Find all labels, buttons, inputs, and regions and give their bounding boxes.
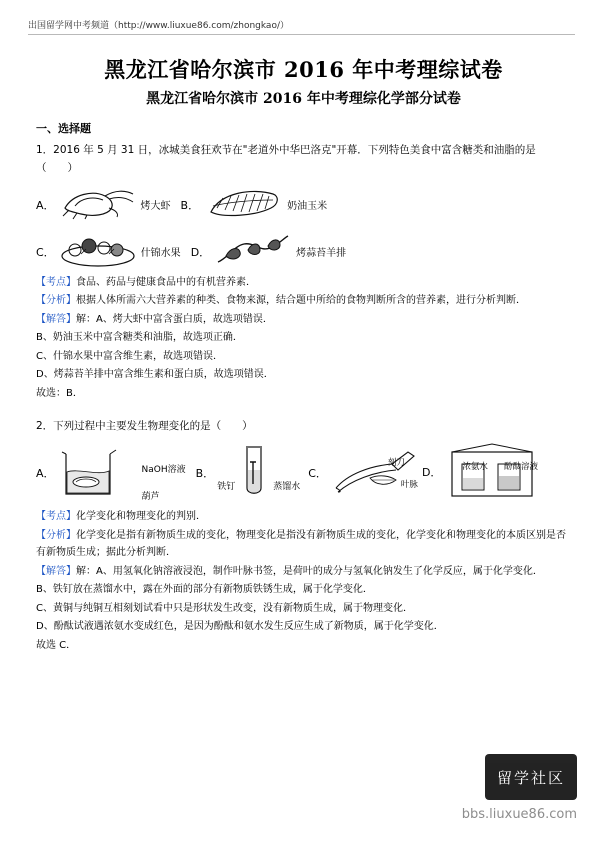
question-2-fenxi [36, 527, 571, 562]
fenxi-text-2: 化学变化是指有新物质生成的变化，物理变化是指没有新物质生成的变化，化学变化和物理变化的本质区别是否有新物质生成；据此分析判断． [36, 529, 566, 559]
question-2-figures [36, 442, 571, 502]
fenxi-tag: 【分析】 [36, 295, 76, 307]
figure-d-note-2: 酚酞溶液 [503, 462, 538, 473]
fenxi-tag-2: 【分析】 [36, 529, 76, 541]
q2-jieda-line-1: 解：A、用氢氧化钠溶液浸泡，制作叶脉书签，是荷叶的成分与氢氧化钠发生了化学反应，属于化学变化． [76, 565, 543, 577]
figure-c-note-2: 叶脉 [400, 480, 418, 491]
option-c-caption: 什锦水果 [140, 248, 181, 260]
jieda-line-4-row [36, 366, 571, 384]
option-c-label: C． [36, 245, 55, 259]
jieda-tag-2: 【解答】 [36, 565, 76, 577]
question-2-stem: 2．下列过程中主要发生物理变化的是（ ） [36, 420, 253, 433]
option-b-caption: 奶油玉米 [287, 201, 328, 213]
beaker-ammonia-phenolphthalein-illustration [444, 442, 540, 502]
question-2-figure-c [308, 444, 418, 502]
question-2-figure-a [36, 444, 186, 502]
q2-jieda-line-3-row [36, 600, 571, 618]
jieda-line-2: B、奶油玉米中富含糖类和油脂，故选项正确． [36, 332, 243, 344]
q2-jieda-line-3: C、黄铜与纯铜互相刻划试看中只是形状发生改变，没有新物质生成，属于物理变化． [36, 602, 413, 614]
jieda-line-4: D、烤蒜苔羊排中富含维生素和蛋白质，故选项错误． [36, 369, 274, 381]
figure-a-note-1: NaOH溶液 [141, 465, 186, 476]
corn-illustration [203, 186, 283, 224]
kaodian-text-2: 化学变化和物理变化的判别． [76, 511, 206, 523]
jieda-line-1: 解：A、烤大虾中富含蛋白质，故选项错误． [76, 313, 273, 325]
watermark-logo: 留学社区 [485, 754, 577, 800]
figure-c-note-1: 刻刀 [387, 458, 405, 469]
figure-b-label: B． [195, 467, 215, 481]
figure-d-note-1: 浓氨水 [462, 462, 488, 473]
figure-b-note-1: 铁钉 [217, 482, 236, 493]
option-b-label: B． [180, 198, 200, 212]
jieda-line-3: C、什锦水果中富含维生素，故选项错误． [36, 350, 223, 362]
question-2-figure-d [422, 442, 538, 502]
question-1-options-row-1 [36, 186, 571, 224]
question-1-stem: 1．2016 年 5 月 31 日，冰城美食狂欢节在"老道外中华巴洛克"开幕．下列特色美食中富含糖类和油脂的是（ ） [36, 144, 536, 174]
option-a-label: A． [36, 198, 55, 212]
option-d-label: D． [190, 245, 211, 259]
kaodian-text: 食品、药品与健康食品中的有机营养素． [76, 276, 256, 288]
q2-jieda-line-2: B、铁钉放在蒸馏水中，露在外面的部分有新物质铁锈生成，属于化学变化． [36, 584, 373, 596]
question-2-jieda [36, 563, 571, 581]
document-content [36, 44, 571, 655]
shrimp-illustration [59, 186, 137, 224]
figure-c-label: C． [308, 467, 327, 481]
watermark-site: bbs.liuxue86.com [461, 807, 577, 822]
option-d-caption: 烤蒜苔羊排 [296, 248, 347, 260]
figure-b-note-2: 蒸馏水 [273, 482, 301, 493]
fenxi-text: 根据人体所需六大营养素的种类、食物来源，结合题中所给的食物判断所含的营养素，进行分析判断． [76, 295, 526, 307]
q2-jieda-line-4-row [36, 618, 571, 636]
jieda-line-2-row [36, 329, 571, 347]
test-tube-nail-illustration [237, 444, 271, 502]
kaodian-tag-2: 【考点】 [36, 511, 76, 523]
option-a-caption: 烤大虾 [140, 201, 171, 213]
question-2-block [36, 418, 571, 654]
q2-jieda-line-2-row [36, 581, 571, 599]
fruit-platter-illustration [59, 232, 137, 272]
question-1-fenxi [36, 292, 571, 310]
page-title: 黑龙江省哈尔滨市 2016 年中考理综试卷 [104, 57, 503, 82]
jieda-line-3-row [36, 348, 571, 366]
question-1-options-row-2 [36, 232, 571, 272]
figure-d-label: D． [421, 466, 442, 480]
page-subtitle: 黑龙江省哈尔滨市 2016 年中考理综化学部分试卷 [146, 91, 461, 107]
question-2-answer: 故选 C． [36, 639, 77, 651]
figure-a-label: A． [36, 467, 55, 481]
question-1-answer: 故选：B． [36, 387, 83, 399]
question-1-kaodian [36, 274, 571, 292]
lamb-skewer-illustration [214, 232, 292, 272]
question-2-figure-b [196, 444, 301, 502]
beaker-naoh-illustration [58, 444, 144, 502]
question-1-jieda [36, 311, 571, 329]
q2-jieda-line-4: D、酚酞试液遇浓氨水变成红色，是因为酚酞和氨水发生反应生成了新物质，属于化学变化． [36, 621, 444, 633]
jieda-tag: 【解答】 [36, 313, 76, 325]
question-2-kaodian [36, 508, 571, 526]
knife-carving-leaf-illustration [330, 444, 422, 502]
section-heading: 一、选择题 [36, 122, 91, 135]
figure-a-note-2: 葫芦 [141, 492, 160, 503]
site-header-note: 出国留学网中考频道（http://www.liuxue86.com/zhongkao/） [28, 18, 575, 35]
kaodian-tag: 【考点】 [36, 276, 76, 288]
